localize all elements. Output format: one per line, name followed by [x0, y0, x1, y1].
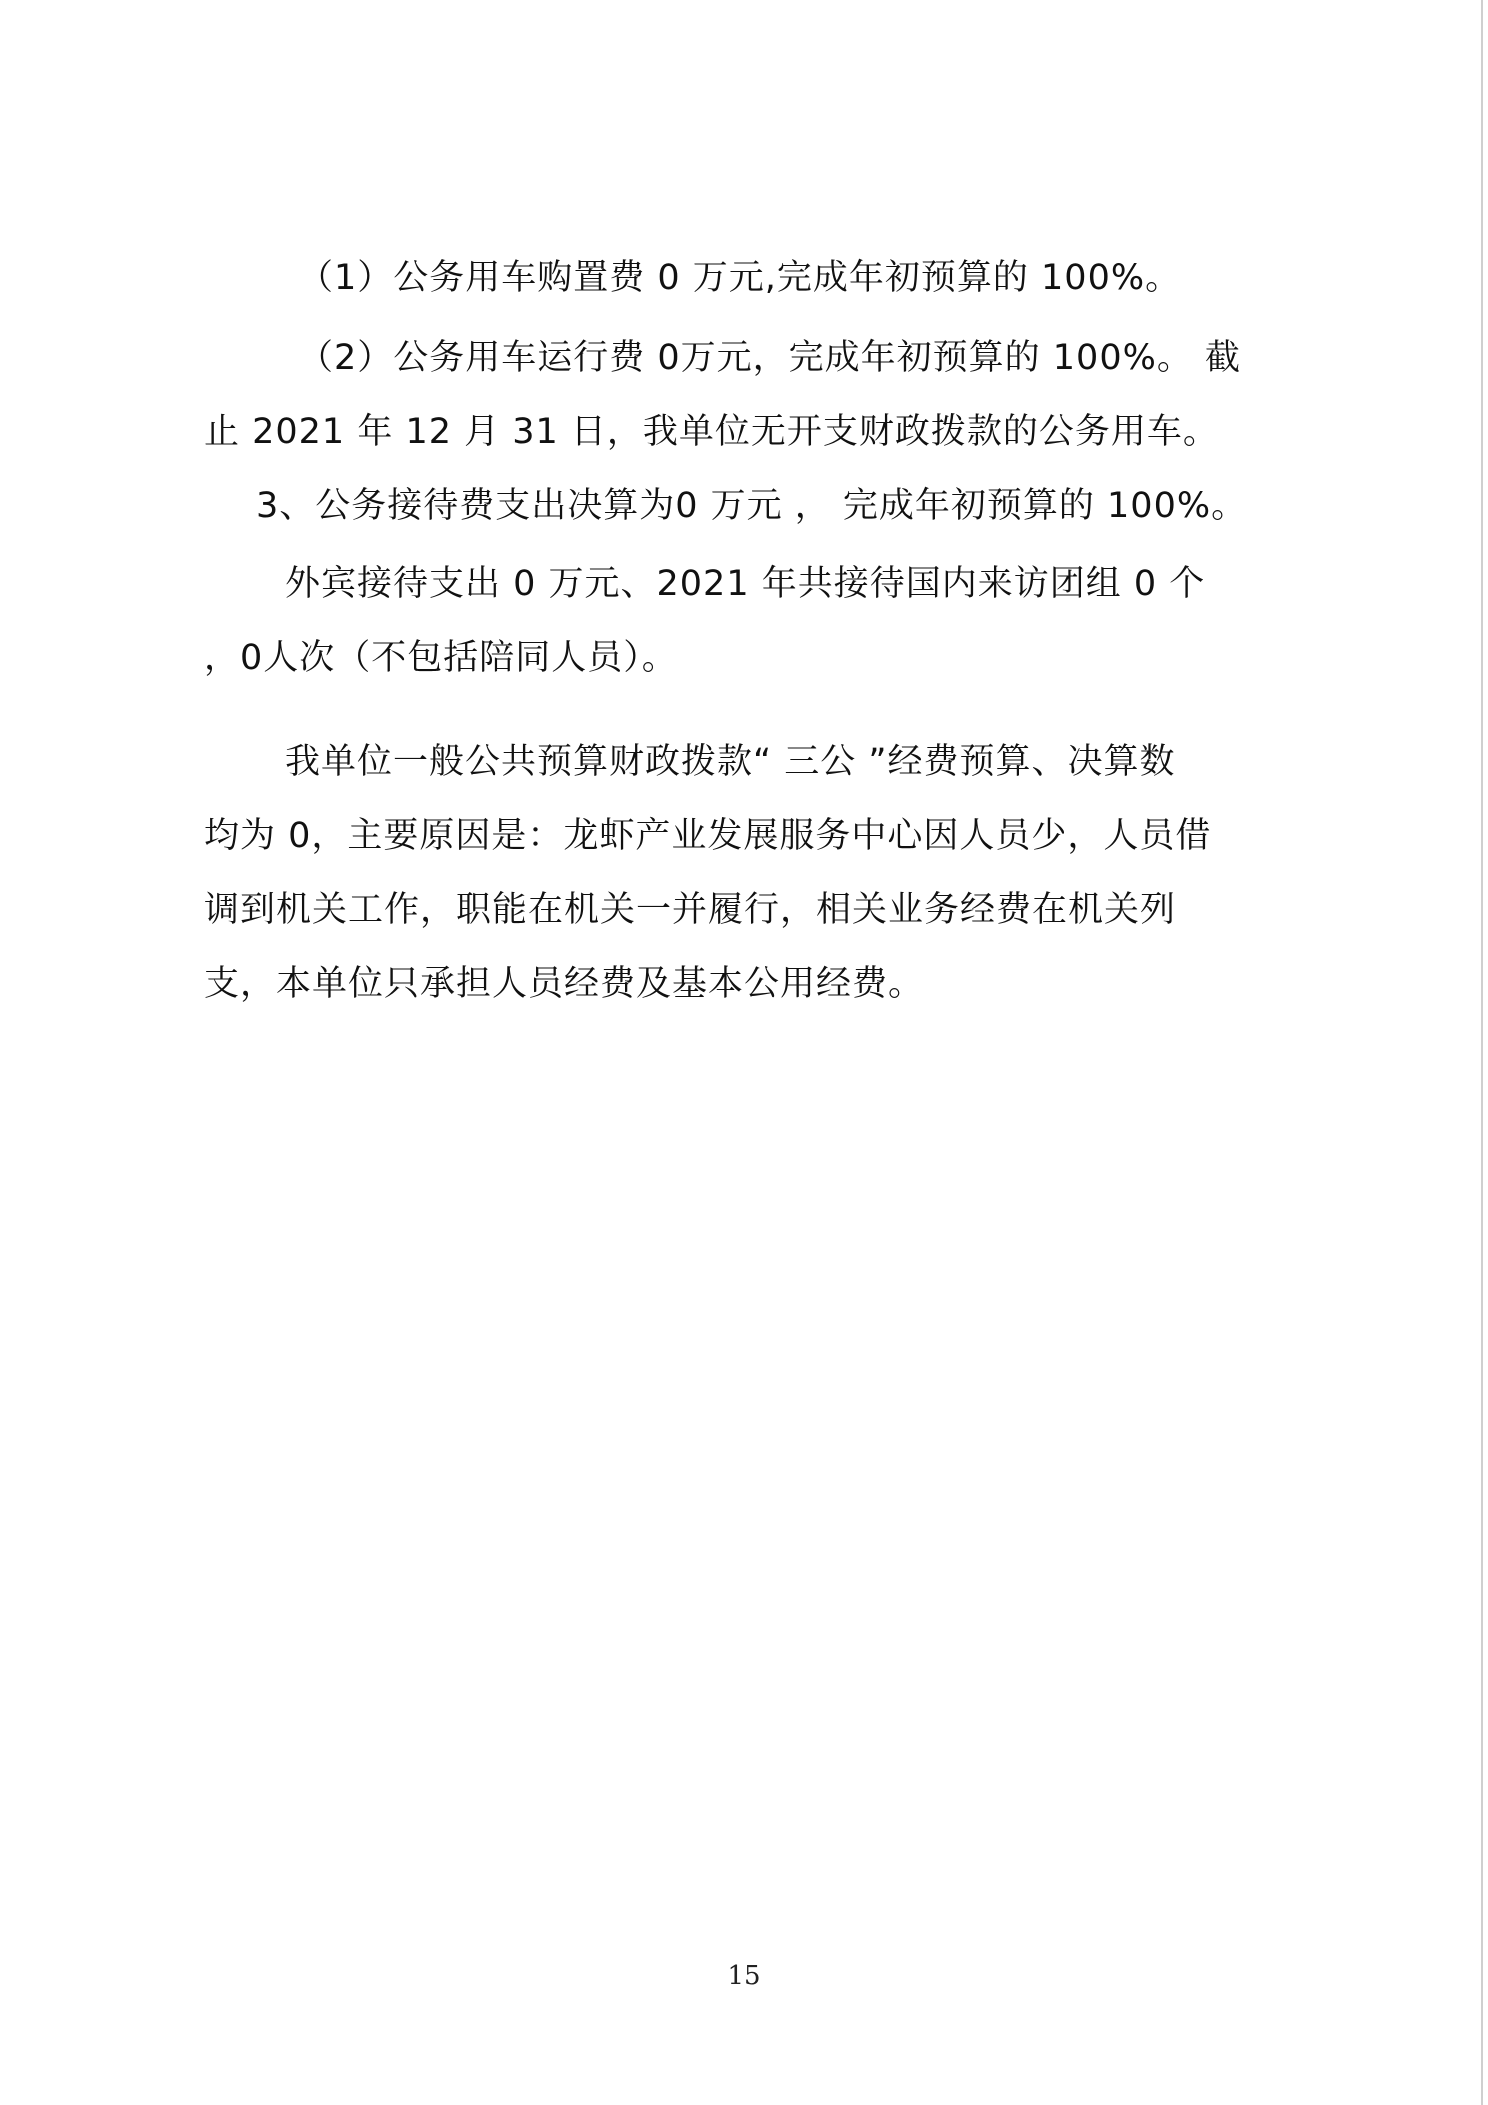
text-line-4: 3、公务接待费支出决算为0 万元 ， 完成年初预算的 100%。	[256, 486, 1248, 526]
page-edge-rule	[1481, 0, 1483, 2105]
page-number: 15	[727, 1961, 761, 1991]
text-line-2: （2）公务用车运行费 0万元，完成年初预算的 100%。 截	[298, 338, 1241, 378]
text-line-10: 支，本单位只承担人员经费及基本公用经费。	[204, 964, 925, 1004]
text-line-6: ，0人次（不包括陪同人员）。	[204, 638, 678, 678]
text-line-5: 外宾接待支出 0 万元、2021 年共接待国内来访团组 0 个	[285, 564, 1206, 604]
text-line-1: （1）公务用车购置费 0 万元,完成年初预算的 100%。	[298, 258, 1182, 298]
text-line-9: 调到机关工作，职能在机关一并履行，相关业务经费在机关列	[204, 890, 1177, 930]
text-line-8: 均为 0，主要原因是：龙虾产业发展服务中心因人员少，人员借	[204, 816, 1212, 856]
text-line-7: 我单位一般公共预算财政拨款“ 三公 ”经费预算、决算数	[285, 742, 1176, 782]
text-line-3: 止 2021 年 12 月 31 日，我单位无开支财政拨款的公务用车。	[204, 412, 1219, 452]
